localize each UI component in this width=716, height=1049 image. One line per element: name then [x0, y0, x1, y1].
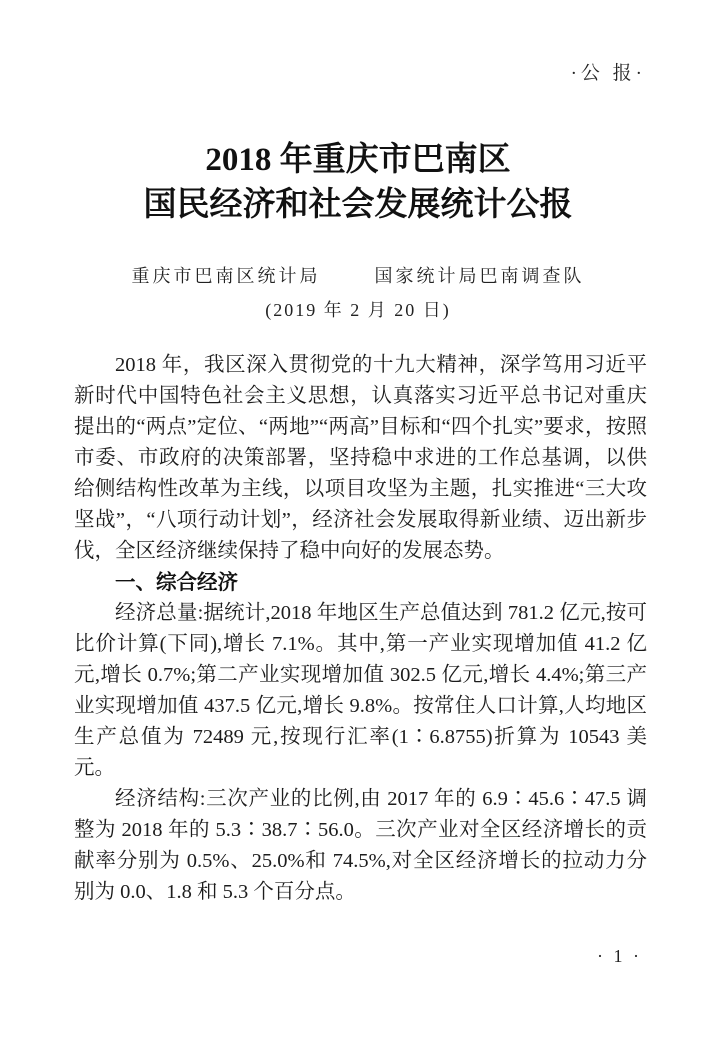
document-title: [0, 138, 716, 228]
document-title-line1: 2018 年重庆市巴南区: [205, 142, 511, 178]
paragraph-economic-total: 经济总量:据统计,2018 年地区生产总值达到 781.2 亿元,按可比价计算(下同),增长 7.1%。其中,第一产业实现增加值 41.2 亿元,增长 0.7%;第二产业实现增加值 302.5 亿元,增长 4.4%;第三产业实现增加值 437.5 亿元,增长 9.8%。按常住人口计算,人均地区生产总值为 72489 元,按现行汇率(1∶6.8755)折算为 10543 美元。: [74, 602, 647, 779]
running-head: ·公 报·: [570, 63, 646, 84]
byline: [0, 262, 716, 288]
intro-paragraph: 2018 年，我区深入贯彻党的十九大精神，深学笃用习近平新时代中国特色社会主义思想，认真落实习近平总书记对重庆提出的“两点”定位、“两地”“两高”目标和“四个扎实”要求，按照市委、市政府的决策部署，坚持稳中求进的工作总基调，以供给侧结构性改革为主线，以项目攻坚为主题，扎实推进“三大攻坚战”，“八项行动计划”，经济社会发展取得新业绩、迈出新步伐，全区经济继续保持了稳中向好的发展态势。: [74, 354, 647, 562]
paragraph-economic-structure: 经济结构:三次产业的比例,由 2017 年的 6.9∶45.6∶47.5 调整为 2018 年的 5.3∶38.7∶56.0。三次产业对全区经济增长的贡献率分别为 0.5%、25.0%和 74.5%,对全区经济增长的拉动力分别为 0.0、1.8 和 5.3 个百分点。: [74, 788, 647, 903]
agency-left: 重庆市巴南区统计局: [131, 266, 321, 286]
agency-right: 国家统计局巴南调查队: [374, 266, 585, 286]
document-body: [74, 350, 647, 908]
page-number: · 1 ·: [597, 946, 642, 966]
document-title-line2: 国民经济和社会发展统计公报: [143, 187, 573, 223]
publication-date: (2019 年 2 月 20 日): [265, 300, 451, 320]
section-heading-comprehensive-economy: 一、综合经济: [115, 571, 238, 594]
